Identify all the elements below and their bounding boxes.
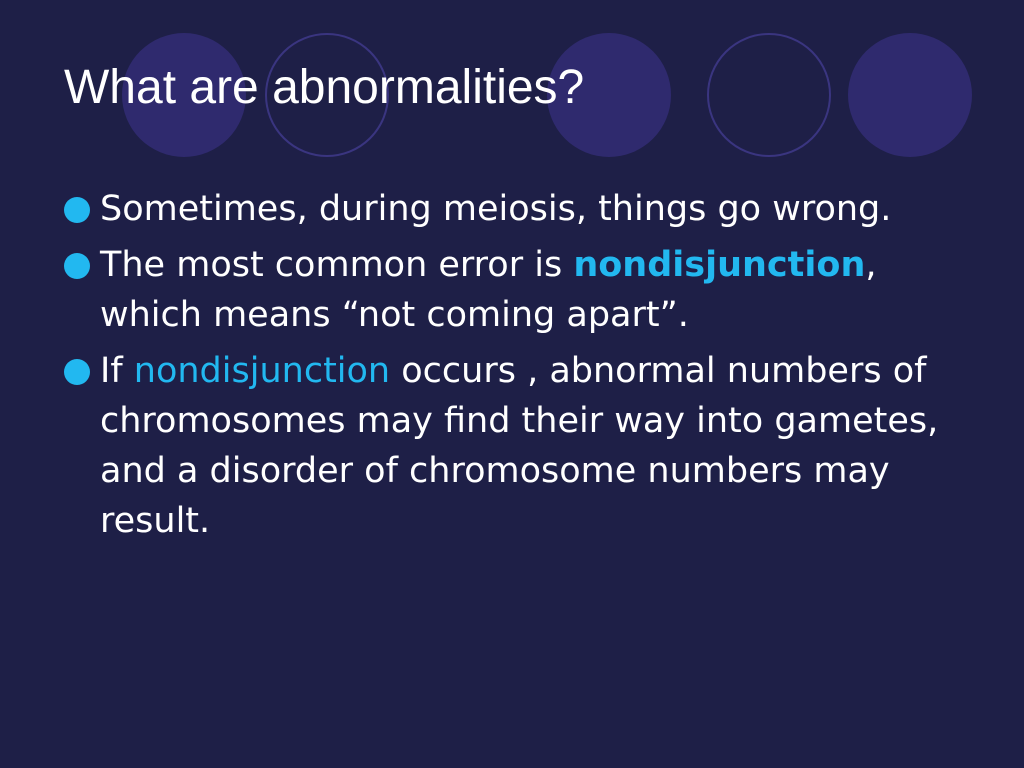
decorative-circle-outline	[707, 33, 831, 157]
bullet-list	[62, 184, 962, 552]
bullet-item	[62, 240, 962, 340]
bullet-dot-icon	[64, 197, 90, 223]
highlighted-term: nondisjunction	[133, 351, 391, 391]
bullet-item	[62, 346, 962, 546]
bullet-text: , which means “not coming apart”.	[100, 245, 877, 335]
bullet-dot-icon	[64, 253, 90, 279]
bullet-text: occurs , abnormal numbers of chromosomes may find their way into gametes, and a disorder of chromosome numbers may result.	[100, 351, 939, 541]
slide-title: What are abnormalities?	[64, 61, 585, 114]
highlighted-term: nondisjunction	[573, 245, 866, 285]
bullet-item	[62, 184, 962, 234]
decorative-circle-filled	[848, 33, 972, 157]
bullet-text: Sometimes, during meiosis, things go wrong.	[100, 189, 892, 229]
bullet-text: The most common error is	[100, 245, 574, 285]
bullet-text: If	[100, 351, 134, 391]
bullet-dot-icon	[64, 359, 90, 385]
